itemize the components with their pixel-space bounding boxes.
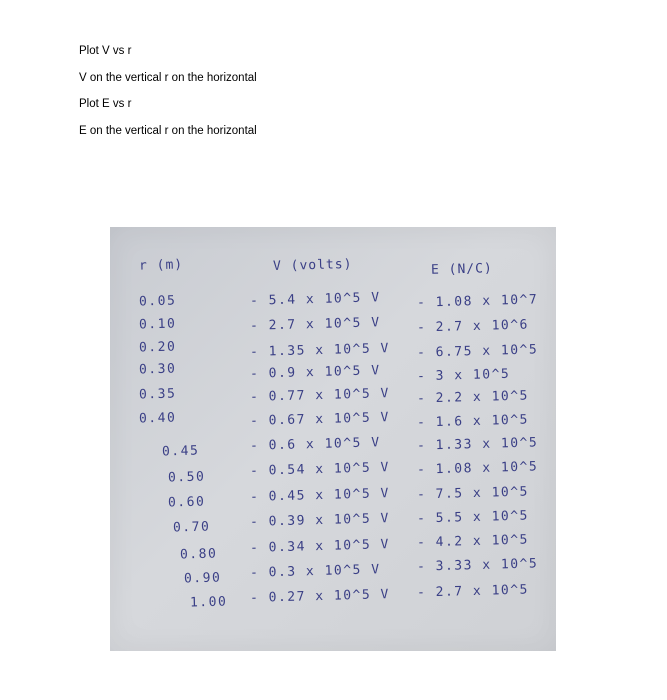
row-v: - 0.77 x 10^5 V <box>249 386 391 405</box>
row-e: - 6.75 x 10^5 <box>416 342 539 361</box>
row-r: 0.05 <box>138 293 177 310</box>
row-e: - 1.6 x 10^5 <box>416 412 530 431</box>
row-v: - 0.9 x 10^5 V <box>249 363 381 382</box>
row-r: 0.45 <box>161 443 200 460</box>
row-e: - 2.7 x 10^6 <box>416 317 530 336</box>
row-v: - 0.34 x 10^5 V <box>249 537 391 556</box>
instructions-block <box>79 44 599 150</box>
row-r: 0.70 <box>172 519 211 536</box>
row-r: 0.20 <box>138 339 177 356</box>
row-v: - 1.35 x 10^5 V <box>249 341 391 360</box>
row-e: - 1.08 x 10^5 <box>416 459 539 478</box>
row-v: - 2.7 x 10^5 V <box>249 315 381 334</box>
header-e: E (N/C) <box>430 261 493 278</box>
row-v: - 0.3 x 10^5 V <box>249 562 381 581</box>
row-v: - 0.54 x 10^5 V <box>249 460 391 479</box>
row-r: 0.50 <box>167 469 206 486</box>
instruction-e-axes: E on the vertical r on the horizontal <box>79 124 257 137</box>
row-r: 0.60 <box>167 494 206 511</box>
row-e: - 2.7 x 10^5 <box>416 582 530 601</box>
header-v: V (volts) <box>272 256 353 275</box>
row-r: 0.80 <box>179 546 218 563</box>
row-v: - 0.67 x 10^5 V <box>249 410 391 429</box>
row-e: - 1.33 x 10^5 <box>416 435 539 454</box>
row-r: 0.35 <box>138 386 177 403</box>
row-e: - 4.2 x 10^5 <box>416 532 530 551</box>
header-r: r (m) <box>138 257 184 274</box>
row-e: - 2.2 x 10^5 <box>416 388 530 407</box>
row-r: 0.40 <box>138 410 177 427</box>
row-e: - 7.5 x 10^5 <box>416 484 530 503</box>
row-r: 1.00 <box>189 594 228 611</box>
handwritten-table-photo <box>110 227 556 651</box>
row-r: 0.10 <box>138 316 177 333</box>
row-v: - 0.27 x 10^5 V <box>249 587 391 606</box>
row-e: - 1.08 x 10^7 <box>416 292 539 311</box>
instruction-plot-e: Plot E vs r <box>79 98 132 110</box>
row-v: - 5.4 x 10^5 V <box>249 290 381 309</box>
instruction-v-axes: V on the vertical r on the horizontal <box>79 71 257 84</box>
row-v: - 0.39 x 10^5 V <box>249 511 391 530</box>
row-e: - 3 x 10^5 <box>416 366 511 385</box>
instruction-plot-v: Plot V vs r <box>79 45 132 57</box>
row-r: 0.30 <box>138 361 177 378</box>
row-v: - 0.6 x 10^5 V <box>249 435 381 454</box>
row-v: - 0.45 x 10^5 V <box>249 486 391 505</box>
row-e: - 5.5 x 10^5 <box>416 508 530 527</box>
row-e: - 3.33 x 10^5 <box>416 556 539 575</box>
row-r: 0.90 <box>183 570 222 587</box>
